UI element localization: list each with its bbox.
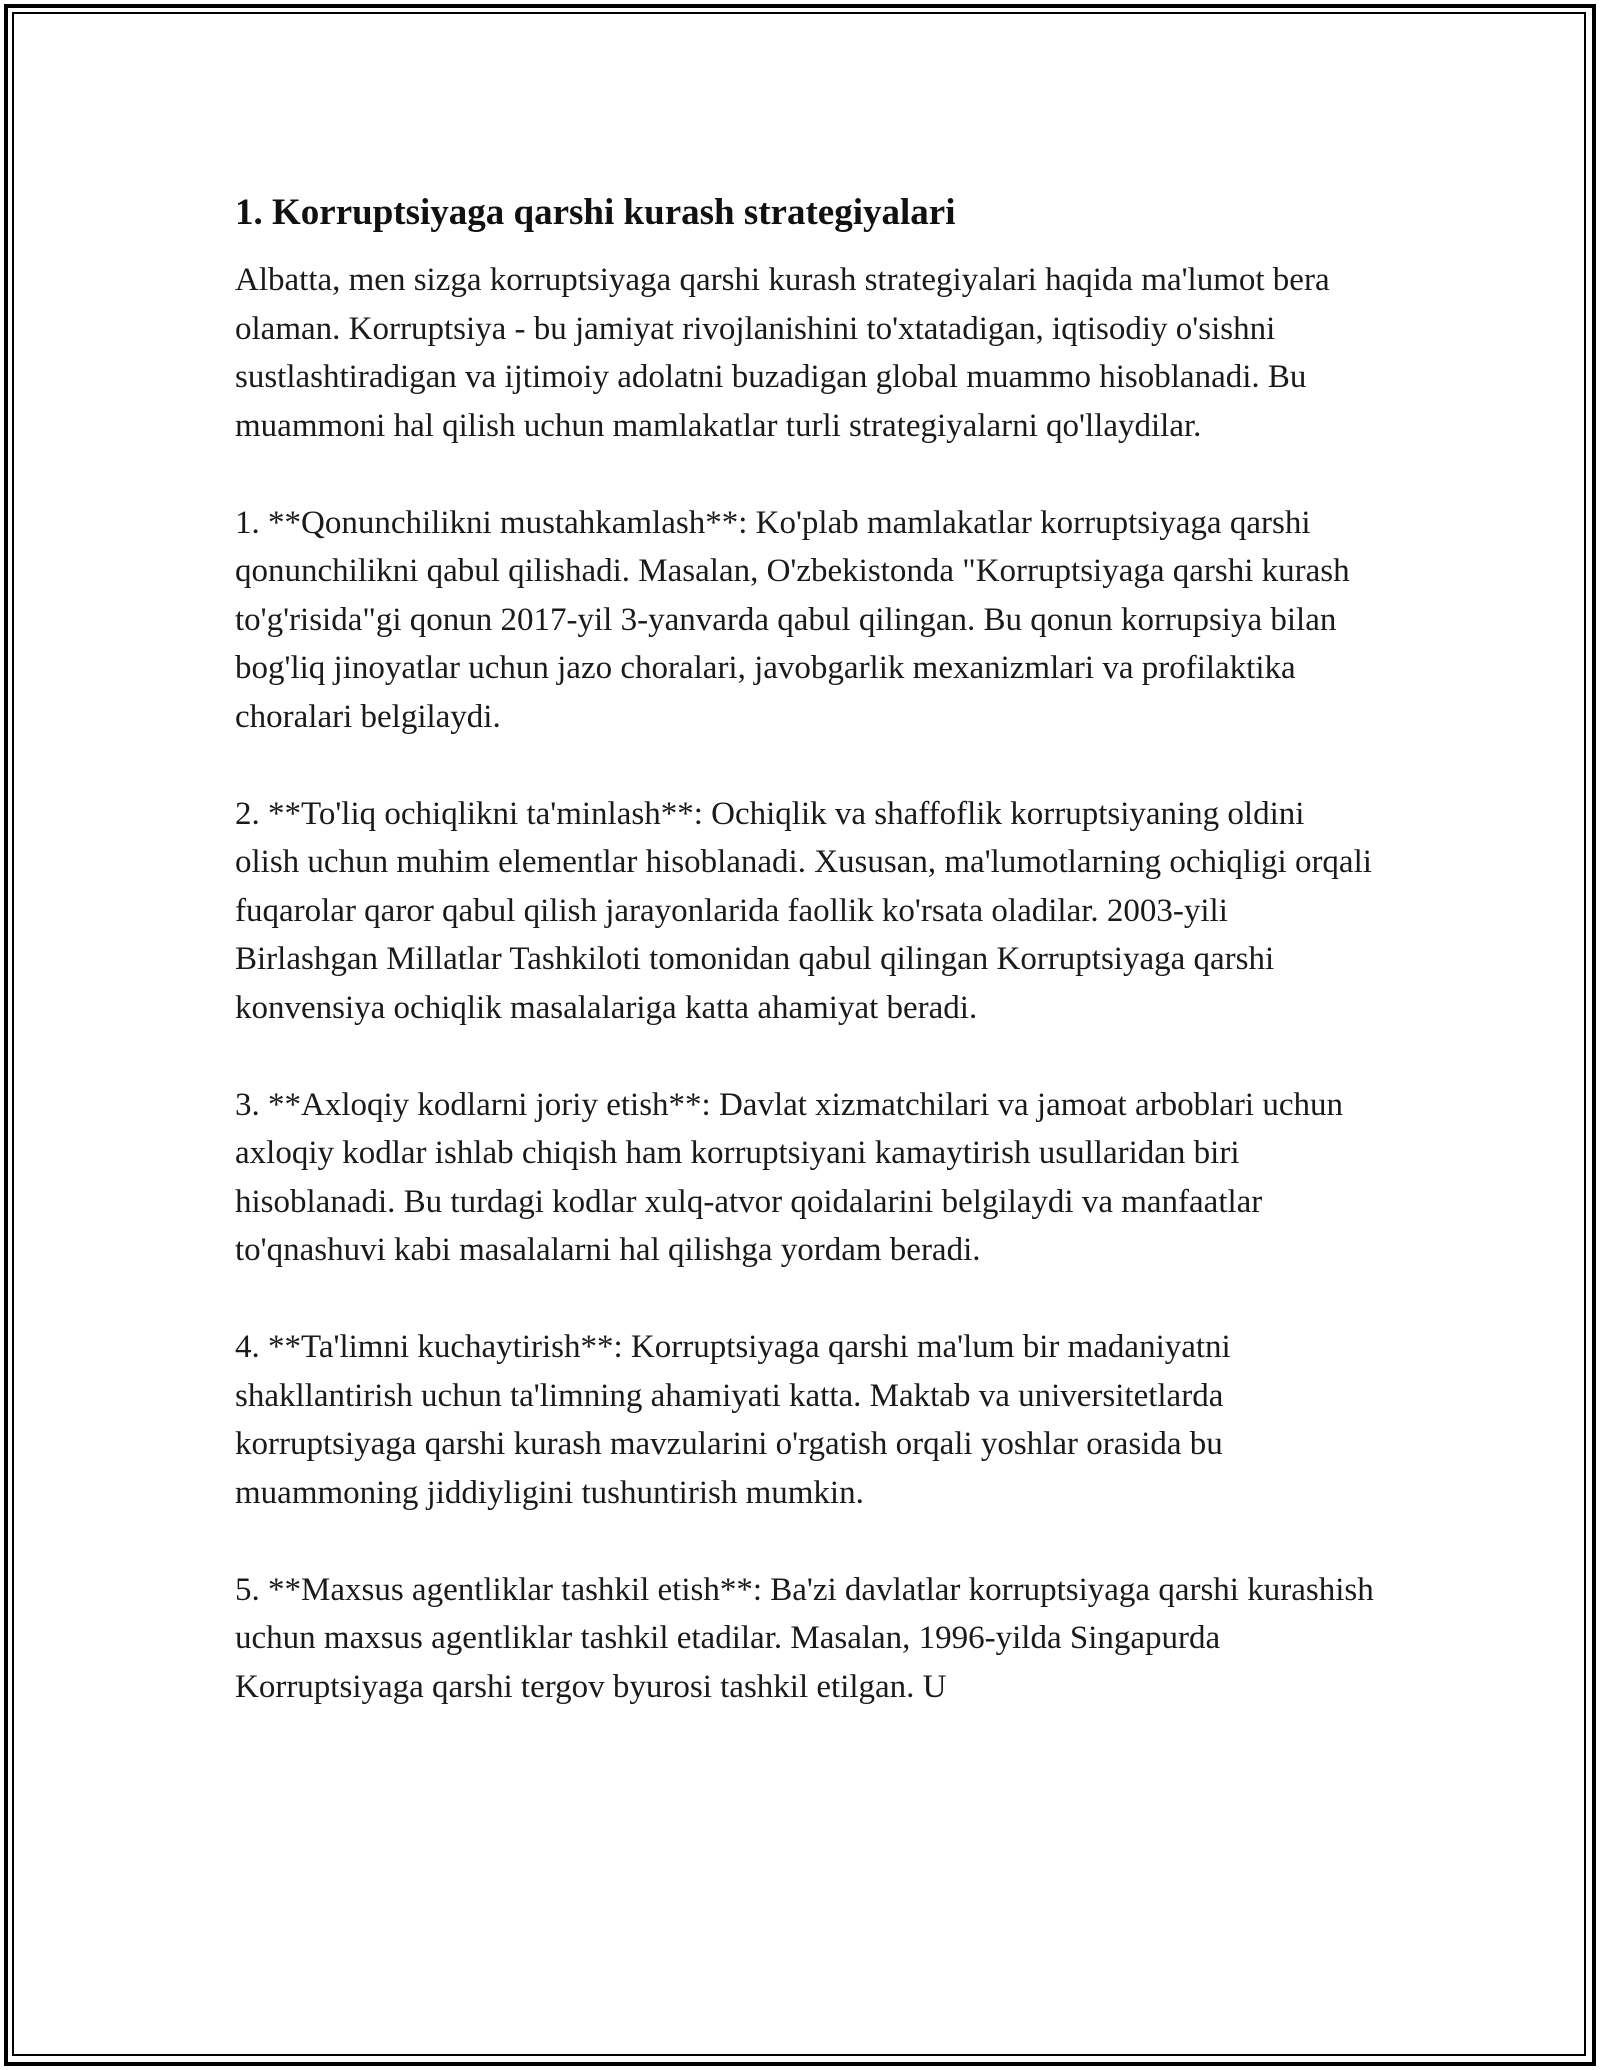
paragraph-legislation: 1. **Qonunchilikni mustahkamlash**: Ko'plab mamlakatlar korruptsiyaga qarshi qonunchilikni qabul qilishadi. Masalan, O'zbekistonda "Korruptsiyaga qarshi kurash to'g'risida"gi qonun 2017-yil 3-yanvarda qabul qilingan. Bu qonun korrupsiya bilan bog'liq jinoyatlar uchun jazo choralari, javobgarlik mexanizmlari va profilaktika choralari belgilaydi. <box>235 504 1350 735</box>
paragraph-ethics-codes: 3. **Axloqiy kodlarni joriy etish**: Davlat xizmatchilari va jamoat arboblari uchun axloqiy kodlar ishlab chiqish ham korruptsiyani kamaytirish usullaridan biri hisoblanadi. Bu turdagi kodlar xulq-atvor qoidalarini belgilaydi va manfaatlar to'qnashuvi kabi masalalarni hal qilishga yordam beradi. <box>235 1086 1343 1268</box>
document-title: 1. Korruptsiyaga qarshi kurash strategiyalari <box>235 192 956 233</box>
paragraph-special-agencies: 5. **Maxsus agentliklar tashkil etish**: Ba'zi davlatlar korruptsiyaga qarshi kurashish uchun maxsus agentliklar tashkil etadilar. Masalan, 1996-yilda Singapurda Korruptsiyaga qarshi tergov byurosi tashkil etilgan. U <box>235 1571 1374 1705</box>
intro-paragraph: Albatta, men sizga korruptsiyaga qarshi kurash strategiyalari haqida ma'lumot bera olaman. Korruptsiya - bu jamiyat rivojlanishini to'xtatadigan, iqtisodiy o'sishni sustlashtiradigan va ijtimoiy adolatni buzadigan global muammo hisoblanadi. Bu muammoni hal qilish uchun mamlakatlar turli strategiyalarni qo'llaydilar. <box>235 262 1330 444</box>
document-body <box>235 185 1375 1711</box>
paragraph-education: 4. **Ta'limni kuchaytirish**: Korruptsiyaga qarshi ma'lum bir madaniyatni shakllantirish uchun ta'limning ahamiyati katta. Maktab va universitetlarda korruptsiyaga qarshi kurash mavzularini o'rgatish orqali yoshlar orasida bu muammoning jiddiyligini tushuntirish mumkin. <box>235 1329 1231 1511</box>
paragraph-openness: 2. **To'liq ochiqlikni ta'minlash**: Ochiqlik va shaffoflik korruptsiyaning oldini olish uchun muhim elementlar hisoblanadi. Xususan, ma'lumotlarning ochiqligi orqali fuqarolar qaror qabul qilish jarayonlarida faollik ko'rsata oladilar. 2003-yili Birlashgan Millatlar Tashkiloti tomonidan qabul qilingan Korruptsiyaga qarshi konvensiya ochiqlik masalalariga katta ahamiyat beradi. <box>235 795 1372 1026</box>
